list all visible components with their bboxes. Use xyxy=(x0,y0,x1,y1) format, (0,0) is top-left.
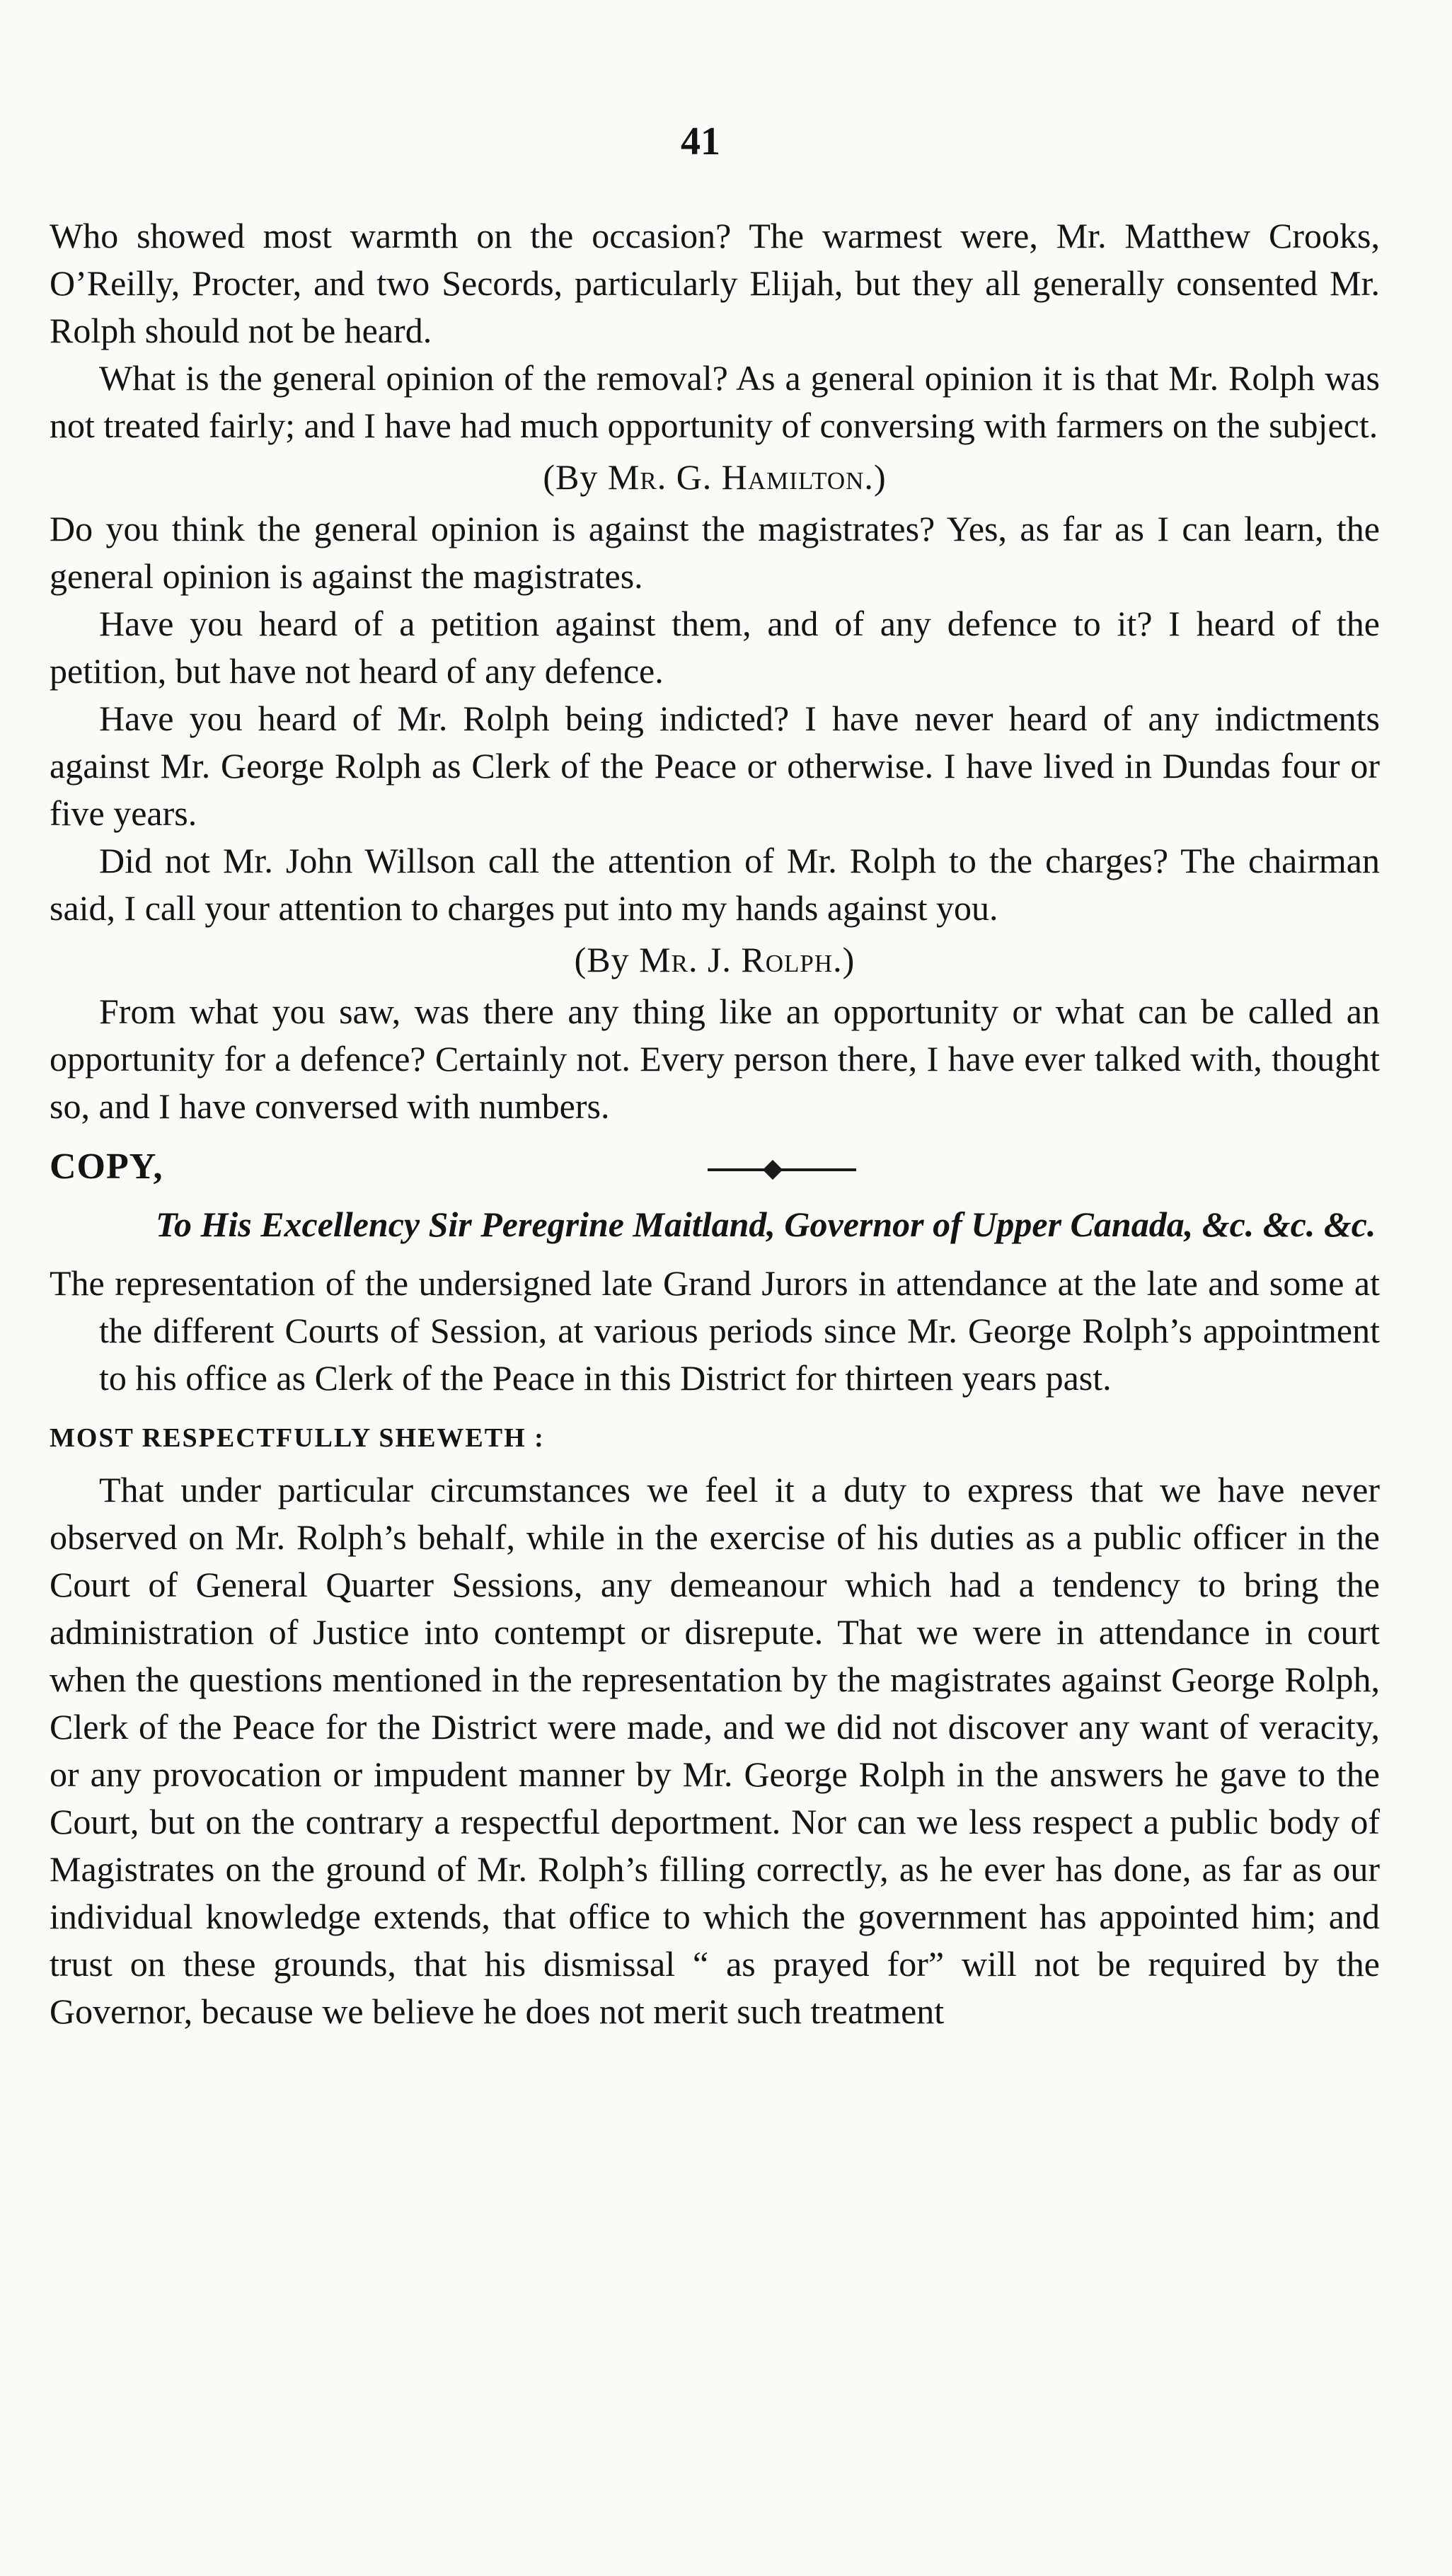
copy-label: COPY, xyxy=(50,1146,163,1187)
heading-name: Mr. J. Rolph. xyxy=(639,940,843,979)
heading-name: Mr. G. Hamilton. xyxy=(607,457,874,497)
heading-prefix: (By xyxy=(574,940,640,979)
paragraph-willson: Did not Mr. John Willson call the attention of Mr. Rolph to the charges? The chairman said, I call your attention to charges put into my hands against you. xyxy=(50,841,1380,928)
ornamental-rule xyxy=(708,1168,856,1171)
page-number: 41 xyxy=(681,120,720,163)
examiner-heading-hamilton xyxy=(50,454,1380,501)
representation-paragraph: The representation of the undersigned late Grand Jurors in attendance at the late and some at the different Courts of Session, at various periods since Mr. George Rolph’s appointment to his office as Clerk of the Peace in this District for thirteen years past. xyxy=(50,1263,1380,1398)
paragraph-warmth: Who showed most warmth on the occasion? The warmest were, Mr. Matthew Crooks, O’Reilly, Procter, and two Secords, particularly Elijah, but they all generally consented Mr. Rolph should not be heard. xyxy=(50,216,1380,350)
heading-prefix: (By xyxy=(543,457,608,497)
copy-header xyxy=(50,1140,1380,1197)
final-paragraph: That under particular circumstances we feel it a duty to express that we have never observed on Mr. Rolph’s behalf, while in the exercise of his duties as a public officer in the Court of General Quarter Sessions, any demeanour which had a tendency to bring the administration of Justice into contempt or disrepute. That we were in attendance in court when the questions mentioned in the representation by the magistrates against George Rolph, Clerk of the Peace for the District were made, and we did not discover any want of veracity, or any provocation or impudent manner by Mr. George Rolph in the answers he gave to the Court, but on the contrary a respectful deportment. Nor can we less respect a public body of Magistrates on the ground of Mr. Rolph’s filling correctly, as he ever has done, as far as our individual knowledge extends, that office to which the government has appointed him; and trust on these grounds, that his dismissal “ as prayed for” will not be required by the Governor, because we believe he does not merit such treatment xyxy=(50,1470,1380,2031)
paragraph-petition: Have you heard of a petition against them, and of any defence to it? I heard of the petition, but have not heard of any defence. xyxy=(50,604,1380,691)
heading-suffix: ) xyxy=(873,457,887,497)
examiner-heading-rolph xyxy=(50,936,1380,984)
paragraph-opportunity: From what you saw, was there any thing like an opportunity or what can be called an opportunity for a defence? Certainly not. Every person there, I have ever talked with, thought so, and I have conversed with numbers. xyxy=(50,991,1380,1126)
heading-suffix: ) xyxy=(842,940,855,979)
paragraph-general-opinion: What is the general opinion of the removal? As a general opinion it is that Mr. Rolph was not treated fairly; and I have had much opportunity of conversing with farmers on the subject. xyxy=(50,358,1380,445)
address-line: To His Excellency Sir Peregrine Maitland, Governor of Upper Canada, &c. &c. &c. xyxy=(156,1204,1376,1244)
paragraph-indicted: Have you heard of Mr. Rolph being indicted? I have never heard of any indictments against Mr. George Rolph as Clerk of the Peace or otherwise. I have lived in Dundas four or five years. xyxy=(50,698,1380,833)
body-text xyxy=(50,212,1380,2035)
sheweth-heading: MOST RESPECTFULLY SHEWETH : xyxy=(50,1423,545,1453)
paragraph-magistrates: Do you think the general opinion is against the magistrates? Yes, as far as I can learn, the general opinion is against the magistrates. xyxy=(50,509,1380,596)
